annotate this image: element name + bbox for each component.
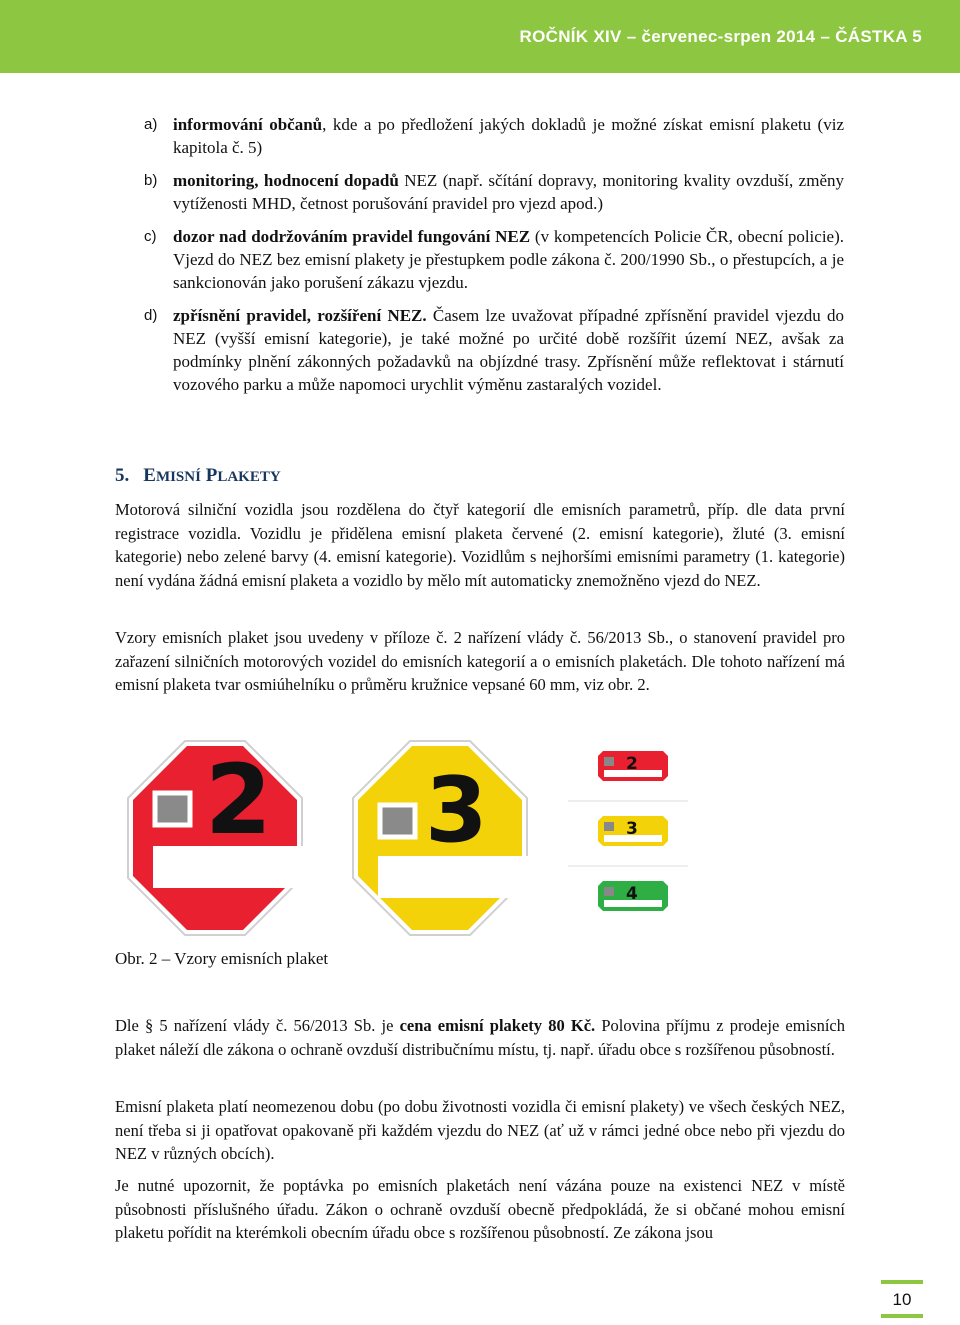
measures-list — [144, 113, 844, 406]
header-bar — [0, 0, 960, 73]
yellow-plaque-grey-square — [380, 805, 415, 837]
paragraph-categories: Motorová silniční vozidla jsou rozdělena do čtyř kategorií dle emisních parametrů, příp. dle data první registrace vozidla. Vozidlu je přidělena emisní plaketa červené (2. emisní kategorie), žluté (3. emisní kategorie) nebo zelené barvy (4. emisní kategorie). Vozidlům s nejhoršími emisními parametry (1. kategorie) není vydána žádná emisní plaketa a vozidlo by mělo mít automaticky znemožněno vjezd do NEZ. — [115, 500, 845, 590]
list-item-text: , kde a po předložení jakých dokladů je možné získat emisní plaketu (viz kapitola č. 5) — [173, 115, 844, 157]
red-plaque — [128, 741, 303, 935]
price-text-a: Dle § 5 nařízení vlády č. 56/2013 Sb. je — [115, 1016, 400, 1035]
yellow-plaque-digit: 3 — [425, 758, 488, 863]
section-heading — [115, 465, 281, 487]
list-item-bold: zpřísnění pravidel, rozšíření NEZ. — [173, 306, 427, 325]
red-plaque-digit: 2 — [205, 744, 272, 856]
small-red-digit: 2 — [626, 754, 638, 774]
list-item — [144, 225, 844, 294]
paragraph-validity: Emisní plaketa platí neomezenou dobu (po dobu životnosti vozidla či emisní plakety) ve všech českých NEZ, není třeba si ji opatřovat opakovaně při každém vjezdu do NEZ (ať už v rámci jedné obce nebo při vjezdu do NEZ v různých obcích). — [115, 1097, 845, 1163]
plaques-illustration — [125, 738, 765, 938]
section-number: 5. — [115, 465, 130, 486]
heading-rest: LAKETY — [217, 469, 281, 485]
small-green-plaque — [598, 881, 668, 911]
list-marker: b) — [144, 172, 158, 189]
issue-title: ROČNÍK XIV – červenec-srpen 2014 – ČÁSTKA 5 — [519, 27, 922, 46]
list-item — [144, 113, 844, 159]
list-item-text: (v kompetencích Policie ČR, obecní policie). Vjezd do NEZ bez emisní plakety je přestupkem podle zákona č. 200/1990 Sb., o přestupcích, a je sankcionován jako porušení zákazu vjezdu. — [173, 227, 845, 292]
paragraph-demand: Je nutné upozornit, že poptávka po emisních plaketách není vázána pouze na existenci NEZ v místě působnosti příslušného úřadu. Zákon o ochraně ovzduší obecně předpokládá, že si občané mohou emisní plaketu pořídit na kterémkoli obecním úřadu obce s rozšířenou působností. Ze zákona jsou — [115, 1176, 845, 1242]
paragraph-price — [115, 1014, 845, 1061]
list-marker: c) — [144, 228, 157, 245]
small-plaques-sheet — [568, 751, 688, 911]
small-yellow-digit: 3 — [626, 819, 638, 839]
list-marker: a) — [144, 116, 158, 133]
list-item-bold: dozor nad dodržováním pravidel fungování NEZ — [173, 227, 531, 246]
list-item — [144, 169, 844, 215]
plaques-figure — [125, 738, 765, 938]
yellow-plaque — [353, 741, 528, 935]
page-number: 10 — [892, 1290, 912, 1309]
heading-initial: E — [143, 465, 156, 486]
figure-caption: Obr. 2 – Vzory emisních plaket — [115, 949, 329, 968]
list-item-bold: informování občanů — [173, 115, 323, 134]
heading-rest: MISNÍ — [155, 469, 201, 485]
list-marker: d) — [144, 307, 158, 324]
page-number-box — [881, 1280, 923, 1318]
small-red-plaque — [598, 751, 668, 781]
list-item-bold: monitoring, hodnocení dopadů — [173, 171, 399, 190]
small-green-digit: 4 — [626, 884, 638, 904]
red-plaque-grey-square — [155, 793, 190, 825]
list-item — [144, 304, 844, 396]
list-item-text: NEZ (např. sčítání dopravy, monitoring kvality ovzduší, změny vytíženosti MHD, četnost porušování pravidel pro vjezd apod.) — [173, 171, 844, 213]
price-text-bold: cena emisní plakety 80 Kč. — [399, 1016, 596, 1035]
paragraph-plaque-patterns: Vzory emisních plaket jsou uvedeny v příloze č. 2 nařízení vlády č. 56/2013 Sb., o stanovení pravidel pro zařazení silničních motorových vozidel do emisních kategorií a o emisních plaketách. Dle tohoto nařízení má emisní plaketa tvar osmiúhelníku o průměru kružnice vepsané 60 mm, viz obr. 2. — [115, 628, 845, 694]
price-text-c: Polovina příjmu z prodeje emisních plaket náleží dle zákona o ochraně ovzduší distribučnímu místu, tj. např. úřadu obce s rozšířenou působností. — [115, 1016, 845, 1059]
small-yellow-plaque — [598, 816, 668, 846]
list-item-text: Časem lze uvažovat případné zpřísnění pravidel vjezdu do NEZ (vyšší emisní kategorie), je také možné po určité době rozšířit území NEZ, avšak za podmínky plnění zákonných požadavků na objízdné trasy. Zpřísnění může reflektovat i stárnutí vozového parku a může napomoci urychlit výměnu zastaralých vozidel. — [173, 306, 845, 394]
heading-initial: P — [205, 465, 218, 486]
